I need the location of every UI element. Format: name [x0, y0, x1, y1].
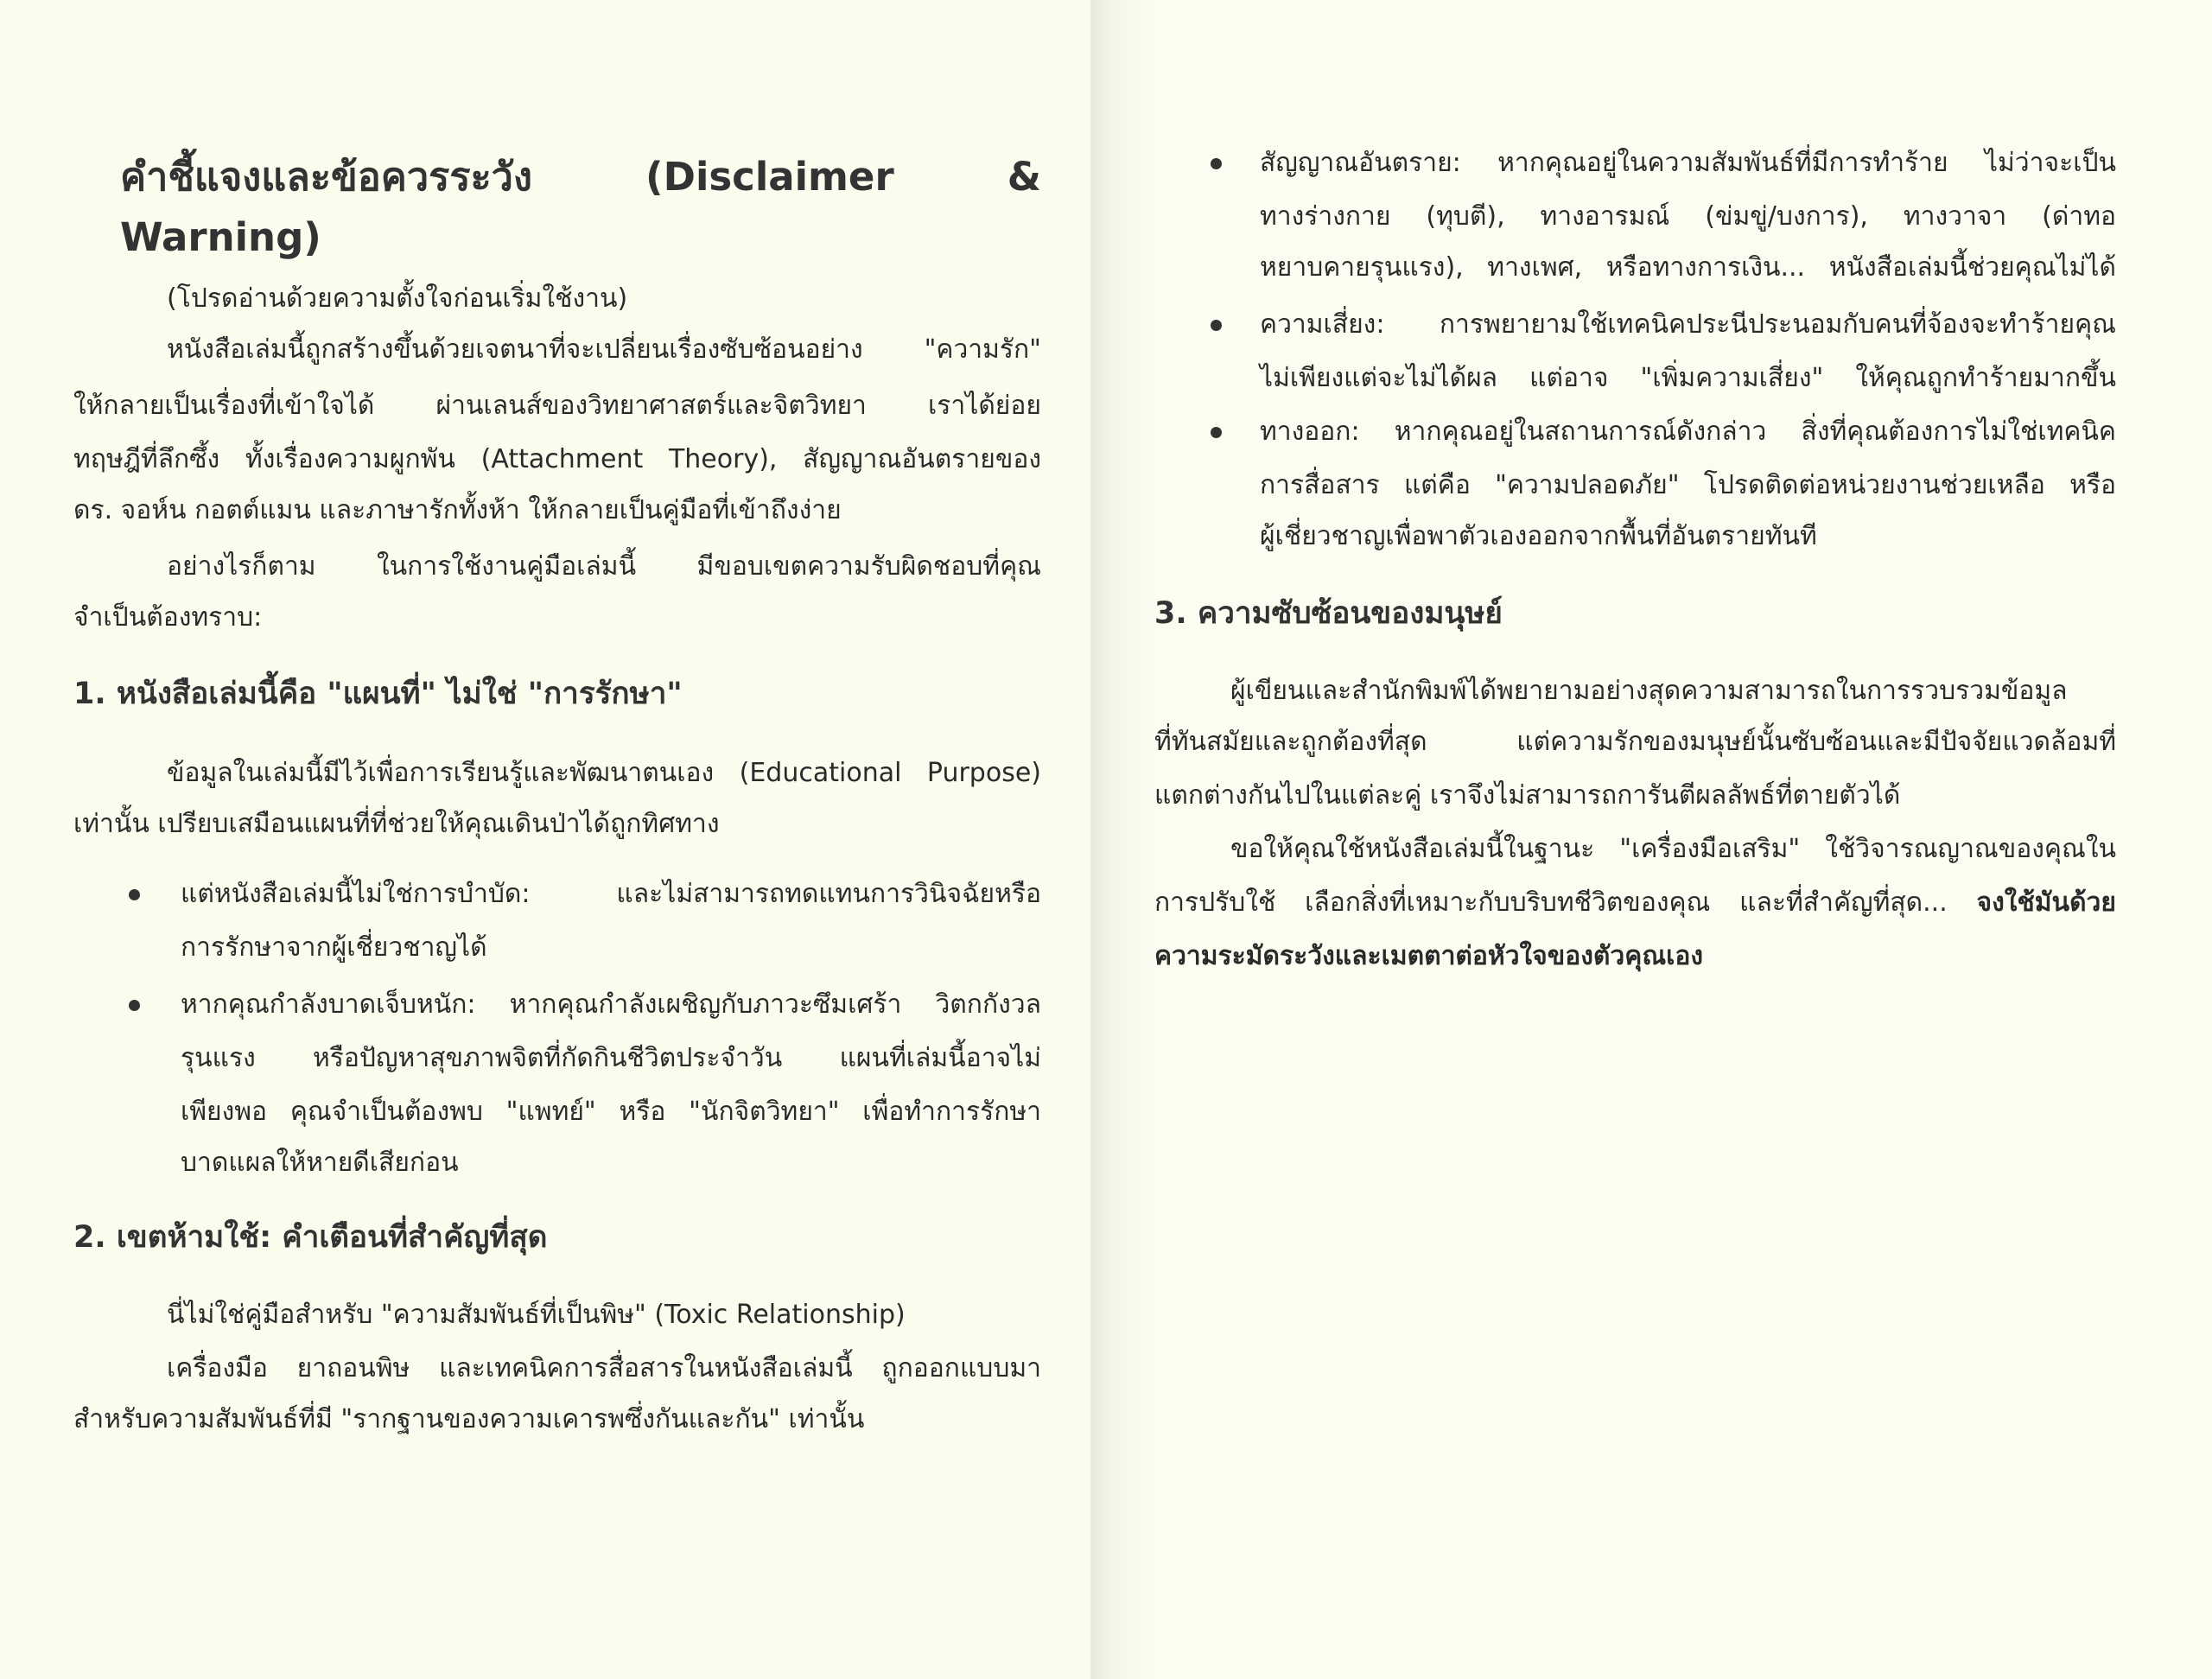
right-page	[1090, 0, 2212, 1679]
left-page	[0, 0, 1090, 1679]
section-2-heading: 2. เขตห้ามใช้: คำเตือนที่สำคัญที่สุด	[73, 1220, 548, 1255]
section-2-line: นี่ไม่ใช่คู่มือสำหรับ "ความสัมพันธ์ที่เป็นพิษ" (Toxic Relationship)	[167, 1300, 906, 1330]
bullet-line: การสื่อสาร แต่คือ "ความปลอดภัย" โปรดติดต่อหน่วยงานช่วยเหลือ หรือ	[1260, 470, 2116, 500]
section-2-line: เครื่องมือ ยาถอนพิษ และเทคนิคการสื่อสารในหนังสือเล่มนี้ ถูกออกแบบมา	[167, 1353, 1041, 1383]
section-3-emphasis: จงใช้มันด้วย	[1976, 887, 2116, 918]
bullet-line: หยาบคายรุนแรง), ทางเพศ, หรือทางการเงิน... หนังสือเล่มนี้ช่วยคุณไม่ได้	[1260, 252, 2116, 283]
section-3-line: ที่ทันสมัยและถูกต้องที่สุด แต่ความรักของมนุษย์นั้นซับซ้อนและมีปัจจัยแวดล้อมที่	[1154, 727, 2116, 757]
section-3-line: ผู้เขียนและสำนักพิมพ์ได้พยายามอย่างสุดความสามารถในการรวบรวมข้อมูล	[1230, 676, 2068, 706]
bullet-line: ไม่เพียงแต่จะไม่ได้ผล แต่อาจ "เพิ่มความเสี่ยง" ให้คุณถูกทำร้ายมากขึ้น	[1260, 363, 2116, 393]
bullet-icon	[1211, 320, 1222, 331]
bullet-line: แต่หนังสือเล่มนี้ไม่ใช่การบำบัด: และไม่สามารถทดแทนการวินิจฉัยหรือ	[181, 879, 1041, 909]
bullet-line: ทางร่างกาย (ทุบตี), ทางอารมณ์ (ข่มขู่/บงการ), ทางวาจา (ด่าทอ	[1260, 201, 2116, 232]
intro-line: ให้กลายเป็นเรื่องที่เข้าใจได้ ผ่านเลนส์ของวิทยาศาสตร์และจิตวิทยา เราได้ย่อย	[73, 391, 1041, 421]
bullet-line: สัญญาณอันตราย: หากคุณอยู่ในความสัมพันธ์ที่มีการทำร้าย ไม่ว่าจะเป็น	[1260, 148, 2116, 178]
bullet-line: หากคุณกำลังบาดเจ็บหนัก: หากคุณกำลังเผชิญกับภาวะซึมเศร้า วิตกกังวล	[181, 989, 1041, 1020]
bullet-line: ความเสี่ยง: การพยายามใช้เทคนิคประนีประนอมกับคนที่จ้องจะทำร้ายคุณ	[1260, 309, 2116, 340]
section-2-line: สำหรับความสัมพันธ์ที่มี "รากฐานของความเคารพซึ่งกันและกัน" เท่านั้น	[73, 1404, 865, 1434]
intro-line: ดร. จอห์น กอตต์แมน และภาษารักทั้งห้า ให้กลายเป็นคู่มือที่เข้าถึงง่าย	[73, 495, 842, 525]
section-3-text: การปรับใช้ เลือกสิ่งที่เหมาะกับบริบทชีวิตของคุณ และที่สำคัญที่สุด...	[1154, 887, 1948, 918]
bullet-line: เพียงพอ คุณจำเป็นต้องพบ "แพทย์" หรือ "นักจิตวิทยา" เพื่อทำการรักษา	[181, 1097, 1041, 1127]
bullet-line: ผู้เชี่ยวชาญเพื่อพาตัวเองออกจากพื้นที่อันตรายทันที	[1260, 521, 1817, 551]
intro-line: ทฤษฎีที่ลึกซึ้ง ทั้งเรื่องความผูกพัน (Attachment Theory), สัญญาณอันตรายของ	[73, 444, 1041, 474]
bullet-icon	[1211, 158, 1222, 169]
section-1-line: ข้อมูลในเล่มนี้มีไว้เพื่อการเรียนรู้และพัฒนาตนเอง (Educational Purpose)	[167, 758, 1041, 788]
section-3-line: แตกต่างกันไปในแต่ละคู่ เราจึงไม่สามารถการันตีผลลัพธ์ที่ตายตัวได้	[1154, 780, 1901, 811]
bullet-line: ทางออก: หากคุณอยู่ในสถานการณ์ดังกล่าว สิ่งที่คุณต้องการไม่ใช่เทคนิค	[1260, 417, 2116, 447]
bullet-line: การรักษาจากผู้เชี่ยวชาญได้	[181, 932, 487, 963]
intro-note: (โปรดอ่านด้วยความตั้งใจก่อนเริ่มใช้งาน)	[167, 283, 628, 314]
bullet-icon	[129, 1000, 140, 1011]
section-1-line: เท่านั้น เปรียบเสมือนแผนที่ที่ช่วยให้คุณเดินป่าได้ถูกทิศทาง	[73, 809, 720, 839]
intro-line: อย่างไรก็ตาม ในการใช้งานคู่มือเล่มนี้ มีขอบเขตความรับผิดชอบที่คุณ	[167, 551, 1041, 582]
intro-line: จำเป็นต้องทราบ:	[73, 602, 263, 633]
section-1-heading: 1. หนังสือเล่มนี้คือ "แผนที่" ไม่ใช่ "การรักษา"	[73, 677, 683, 711]
bullet-line: รุนแรง หรือปัญหาสุขภาพจิตที่กัดกินชีวิตประจำวัน แผนที่เล่มนี้อาจไม่	[181, 1043, 1041, 1073]
page-title: คำชี้แจงและข้อควรระวัง (Disclaimer & Warning)	[120, 154, 1041, 260]
bullet-line: บาดแผลให้หายดีเสียก่อน	[181, 1148, 459, 1178]
section-3-line: ขอให้คุณใช้หนังสือเล่มนี้ในฐานะ "เครื่องมือเสริม" ใช้วิจารณญาณของคุณใน	[1230, 834, 2116, 864]
intro-line: หนังสือเล่มนี้ถูกสร้างขึ้นด้วยเจตนาที่จะเปลี่ยนเรื่องซับซ้อนอย่าง "ความรัก"	[167, 334, 1041, 365]
section-3-emphasis: ความระมัดระวังและเมตตาต่อหัวใจของตัวคุณเอง	[1154, 941, 1704, 971]
section-3-heading: 3. ความซับซ้อนของมนุษย์	[1154, 596, 1503, 631]
section-3-line	[1154, 876, 2116, 930]
bullet-icon	[129, 889, 140, 900]
bullet-icon	[1211, 427, 1222, 438]
